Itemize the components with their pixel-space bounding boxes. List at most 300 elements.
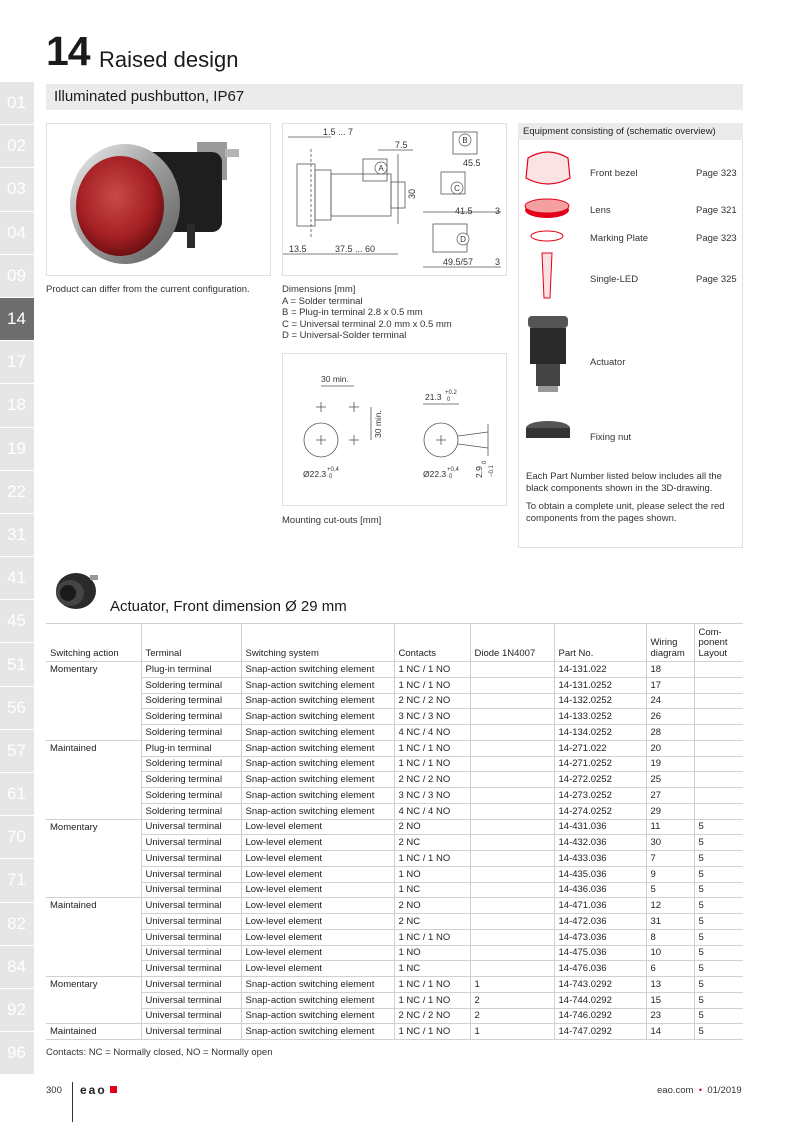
table-cell: Soldering terminal bbox=[141, 756, 241, 772]
table-cell bbox=[470, 788, 554, 804]
cutouts-caption: Mounting cut-outs [mm] bbox=[282, 515, 382, 526]
table-cell: 1 NC bbox=[394, 882, 470, 898]
table-cell: 28 bbox=[646, 725, 694, 741]
table-cell: 14-131.022 bbox=[554, 662, 646, 678]
table-cell: Low-level element bbox=[241, 851, 394, 867]
table-cell: 17 bbox=[646, 677, 694, 693]
dim-label: 49.5/57 bbox=[443, 257, 474, 267]
column-header: Contacts bbox=[394, 624, 470, 662]
pushbutton-image bbox=[47, 124, 270, 275]
table-row bbox=[46, 788, 743, 804]
table-cell: Universal terminal bbox=[141, 1008, 241, 1024]
cutout-label: Ø22.3 bbox=[423, 469, 447, 479]
table-cell: 7 bbox=[646, 851, 694, 867]
table-cell: 14-746.0292 bbox=[554, 1008, 646, 1024]
actuator-title: Actuator, Front dimension Ø 29 mm bbox=[110, 598, 347, 615]
table-cell: Maintained bbox=[46, 1024, 141, 1040]
equipment-heading: Equipment consisting of (schematic overview) bbox=[518, 123, 743, 140]
dim-label: 1.5 ... 7 bbox=[323, 127, 354, 137]
terminal-label: C bbox=[454, 184, 460, 193]
equipment-item-name: Actuator bbox=[590, 357, 626, 368]
column-header: Part No. bbox=[554, 624, 646, 662]
table-cell bbox=[46, 929, 141, 945]
terminal-label: D bbox=[460, 235, 466, 244]
table-cell bbox=[46, 914, 141, 930]
table-row bbox=[46, 1008, 743, 1024]
table-cell: 5 bbox=[694, 992, 743, 1008]
table-cell: Maintained bbox=[46, 740, 141, 756]
table-cell bbox=[470, 677, 554, 693]
table-cell bbox=[46, 693, 141, 709]
table-cell: 2 NC bbox=[394, 835, 470, 851]
section-title: Illuminated pushbutton, IP67 bbox=[54, 88, 245, 105]
table-row bbox=[46, 977, 743, 993]
table-cell: Low-level element bbox=[241, 898, 394, 914]
cutouts-drawing bbox=[283, 354, 506, 505]
table-cell bbox=[470, 898, 554, 914]
table-cell bbox=[694, 677, 743, 693]
equipment-note: Each Part Number listed below includes all the black components shown in the 3D-drawing. bbox=[526, 471, 722, 494]
table-cell bbox=[694, 803, 743, 819]
table-cell: 3 NC / 3 NO bbox=[394, 788, 470, 804]
column-header: Wiring diagram bbox=[646, 624, 694, 662]
table-cell bbox=[46, 961, 141, 977]
table-row bbox=[46, 992, 743, 1008]
table-cell: 19 bbox=[646, 756, 694, 772]
chapter-tab-22[interactable]: 22 bbox=[0, 471, 34, 514]
brand-logo-square bbox=[110, 1086, 117, 1093]
table-cell: 1 NC / 1 NO bbox=[394, 740, 470, 756]
table-cell: 4 NC / 4 NO bbox=[394, 725, 470, 741]
cutout-label: 30 min. bbox=[373, 410, 383, 438]
cutout-label: 2.9 bbox=[474, 466, 484, 478]
table-cell: 3 NC / 3 NO bbox=[394, 709, 470, 725]
cutout-label: 0 bbox=[447, 397, 451, 403]
terminal-label: A bbox=[378, 164, 384, 173]
table-cell bbox=[46, 772, 141, 788]
table-cell: Universal terminal bbox=[141, 961, 241, 977]
chapter-tab-51[interactable]: 51 bbox=[0, 643, 34, 686]
table-cell: Snap-action switching element bbox=[241, 677, 394, 693]
column-header: Diode 1N4007 bbox=[470, 624, 554, 662]
chapter-tab-56[interactable]: 56 bbox=[0, 687, 34, 730]
table-row bbox=[46, 866, 743, 882]
table-cell: Low-level element bbox=[241, 882, 394, 898]
product-note: Product can differ from the current configuration. bbox=[46, 284, 250, 295]
table-cell bbox=[46, 835, 141, 851]
table-cell: 18 bbox=[646, 662, 694, 678]
table-cell: 5 bbox=[694, 977, 743, 993]
chapter-tab-41[interactable]: 41 bbox=[0, 557, 34, 600]
site-url: eao.com bbox=[657, 1085, 694, 1096]
table-cell bbox=[470, 772, 554, 788]
table-cell: 29 bbox=[646, 803, 694, 819]
table-cell: 14-132.0252 bbox=[554, 693, 646, 709]
equipment-note: To obtain a complete unit, please select the red components from the pages shown. bbox=[526, 501, 725, 524]
table-cell: 14-131.0252 bbox=[554, 677, 646, 693]
chapter-tab-14[interactable]: 14 bbox=[0, 298, 34, 341]
cutouts-drawing-box bbox=[282, 353, 507, 506]
dim-label: 30 bbox=[407, 188, 417, 199]
table-cell: 14-743.0292 bbox=[554, 977, 646, 993]
table-cell: 2 NO bbox=[394, 898, 470, 914]
table-cell bbox=[470, 709, 554, 725]
chapter-tab-84[interactable]: 84 bbox=[0, 946, 34, 989]
table-cell: 5 bbox=[694, 961, 743, 977]
table-cell: Universal terminal bbox=[141, 851, 241, 867]
table-cell: 1 NC / 1 NO bbox=[394, 992, 470, 1008]
table-cell: 5 bbox=[694, 835, 743, 851]
table-cell bbox=[470, 756, 554, 772]
table-cell bbox=[470, 866, 554, 882]
table-cell: Low-level element bbox=[241, 961, 394, 977]
table-cell: Plug-in terminal bbox=[141, 662, 241, 678]
chapter-tabs bbox=[0, 82, 34, 1075]
table-cell: 20 bbox=[646, 740, 694, 756]
separator-dot: • bbox=[696, 1085, 705, 1096]
table-cell: 14-271.022 bbox=[554, 740, 646, 756]
page-number: 300 bbox=[46, 1085, 62, 1096]
footer-site bbox=[657, 1085, 742, 1096]
cutout-label: +0.4 bbox=[327, 467, 339, 473]
table-cell: 14-435.036 bbox=[554, 866, 646, 882]
table-cell bbox=[46, 851, 141, 867]
table-cell: Universal terminal bbox=[141, 898, 241, 914]
table-cell bbox=[46, 1008, 141, 1024]
chapter-number: 14 bbox=[46, 28, 90, 74]
table-cell: Universal terminal bbox=[141, 992, 241, 1008]
chapter-tab-19[interactable]: 19 bbox=[0, 428, 34, 471]
cutout-label: 30 min. bbox=[321, 374, 349, 384]
table-cell: Low-level element bbox=[241, 914, 394, 930]
table-cell: 14-271.0252 bbox=[554, 756, 646, 772]
chapter-tab-71[interactable]: 71 bbox=[0, 859, 34, 902]
table-cell bbox=[46, 992, 141, 1008]
legend-line: C = Universal terminal 2.0 mm x 0.5 mm bbox=[282, 318, 452, 330]
table-cell: 8 bbox=[646, 929, 694, 945]
table-cell bbox=[470, 945, 554, 961]
table-cell: 2 NO bbox=[394, 819, 470, 835]
cutout-label: 21.3 bbox=[425, 392, 442, 402]
table-cell: Snap-action switching element bbox=[241, 756, 394, 772]
table-cell: Snap-action switching element bbox=[241, 725, 394, 741]
table-cell: Momentary bbox=[46, 819, 141, 835]
table-cell: 1 bbox=[470, 1024, 554, 1040]
table-cell: Universal terminal bbox=[141, 914, 241, 930]
table-cell: Universal terminal bbox=[141, 866, 241, 882]
table-cell bbox=[470, 803, 554, 819]
section-header bbox=[46, 84, 743, 110]
table-cell: Plug-in terminal bbox=[141, 740, 241, 756]
table-cell: Low-level element bbox=[241, 866, 394, 882]
table-cell: 5 bbox=[694, 929, 743, 945]
table-cell: Soldering terminal bbox=[141, 803, 241, 819]
table-cell: Snap-action switching element bbox=[241, 977, 394, 993]
table-cell: 2 NC / 2 NO bbox=[394, 772, 470, 788]
cutout-label: 0 bbox=[482, 460, 488, 464]
chapter-tab-09[interactable]: 09 bbox=[0, 255, 34, 298]
table-cell: 1 NC bbox=[394, 961, 470, 977]
chapter-tab-61[interactable]: 61 bbox=[0, 773, 34, 816]
table-cell: 5 bbox=[694, 945, 743, 961]
legend-line: D = Universal-Solder terminal bbox=[282, 330, 407, 341]
cutout-label: −0.1 bbox=[489, 465, 495, 477]
table-cell: 1 NC / 1 NO bbox=[394, 977, 470, 993]
table-cell: Universal terminal bbox=[141, 835, 241, 851]
dimensions-legend bbox=[282, 284, 452, 342]
table-cell bbox=[694, 788, 743, 804]
equipment-item-page: Page 323 bbox=[696, 168, 737, 179]
table-cell: 23 bbox=[646, 1008, 694, 1024]
table-row bbox=[46, 662, 743, 678]
table-cell: Soldering terminal bbox=[141, 677, 241, 693]
table-cell: 24 bbox=[646, 693, 694, 709]
table-row bbox=[46, 898, 743, 914]
table-cell: Momentary bbox=[46, 662, 141, 678]
table-cell: Snap-action switching element bbox=[241, 788, 394, 804]
equipment-item-page: Page 321 bbox=[696, 205, 737, 216]
table-cell: 14-747.0292 bbox=[554, 1024, 646, 1040]
chapter-tab-96[interactable]: 96 bbox=[0, 1032, 34, 1075]
dim-label: 7.5 bbox=[395, 140, 408, 150]
table-cell: 14-744.0292 bbox=[554, 992, 646, 1008]
table-cell: Universal terminal bbox=[141, 929, 241, 945]
terminal-label: B bbox=[462, 136, 468, 145]
table-cell: Snap-action switching element bbox=[241, 992, 394, 1008]
equipment-item-name: Single-LED bbox=[590, 274, 639, 285]
table-cell: 10 bbox=[646, 945, 694, 961]
table-cell: 14-431.036 bbox=[554, 819, 646, 835]
table-row bbox=[46, 709, 743, 725]
column-header: Switching action bbox=[46, 624, 141, 662]
table-footnote: Contacts: NC = Normally closed, NO = Normally open bbox=[46, 1047, 273, 1058]
table-cell: 1 NO bbox=[394, 945, 470, 961]
table-cell: 5 bbox=[646, 882, 694, 898]
table-cell: Snap-action switching element bbox=[241, 662, 394, 678]
column-header: Switching system bbox=[241, 624, 394, 662]
table-row bbox=[46, 851, 743, 867]
table-cell: Low-level element bbox=[241, 945, 394, 961]
chapter-tab-45[interactable]: 45 bbox=[0, 600, 34, 643]
table-cell bbox=[46, 945, 141, 961]
table-cell: 4 NC / 4 NO bbox=[394, 803, 470, 819]
table-cell: Universal terminal bbox=[141, 882, 241, 898]
table-cell bbox=[470, 662, 554, 678]
table-cell: 1 NC / 1 NO bbox=[394, 662, 470, 678]
brand-logo: eao bbox=[80, 1083, 107, 1097]
table-cell: 2 NC / 2 NO bbox=[394, 693, 470, 709]
table-cell bbox=[46, 677, 141, 693]
table-cell bbox=[46, 882, 141, 898]
table-cell: 5 bbox=[694, 1024, 743, 1040]
table-cell: Snap-action switching element bbox=[241, 772, 394, 788]
table-cell bbox=[470, 961, 554, 977]
chapter-tab-18[interactable]: 18 bbox=[0, 384, 34, 427]
table-cell: 11 bbox=[646, 819, 694, 835]
table-row bbox=[46, 772, 743, 788]
dim-label: 13.5 bbox=[289, 244, 307, 254]
cutout-label: 0 bbox=[449, 474, 453, 480]
table-row bbox=[46, 835, 743, 851]
table-cell bbox=[46, 788, 141, 804]
dim-label: 41.5 bbox=[455, 206, 473, 216]
table-cell: 5 bbox=[694, 819, 743, 835]
table-cell: 6 bbox=[646, 961, 694, 977]
chapter-tab-57[interactable]: 57 bbox=[0, 730, 34, 773]
equipment-item-page: Page 325 bbox=[696, 274, 737, 285]
table-cell: 14-476.036 bbox=[554, 961, 646, 977]
table-cell: 5 bbox=[694, 914, 743, 930]
table-cell: 1 NC / 1 NO bbox=[394, 677, 470, 693]
table-row bbox=[46, 725, 743, 741]
table-cell bbox=[470, 835, 554, 851]
table-cell bbox=[470, 914, 554, 930]
table-row bbox=[46, 961, 743, 977]
table-cell bbox=[46, 866, 141, 882]
table-cell: Soldering terminal bbox=[141, 693, 241, 709]
table-cell: Soldering terminal bbox=[141, 772, 241, 788]
table-cell bbox=[46, 803, 141, 819]
chapter-tab-17[interactable]: 17 bbox=[0, 341, 34, 384]
table-cell: 5 bbox=[694, 882, 743, 898]
table-cell: Snap-action switching element bbox=[241, 803, 394, 819]
table-cell bbox=[694, 740, 743, 756]
equipment-item-page: Page 323 bbox=[696, 233, 737, 244]
table-cell: 2 bbox=[470, 992, 554, 1008]
legend-line: A = Solder terminal bbox=[282, 295, 363, 307]
issue-date: 01/2019 bbox=[707, 1085, 742, 1096]
table-cell bbox=[46, 756, 141, 772]
table-cell: 25 bbox=[646, 772, 694, 788]
table-cell: 1 NC / 1 NO bbox=[394, 1024, 470, 1040]
table-cell: 9 bbox=[646, 866, 694, 882]
chapter-tab-01[interactable]: 01 bbox=[0, 82, 34, 125]
product-image-box bbox=[46, 123, 271, 276]
table-cell bbox=[470, 819, 554, 835]
cutout-label: +0.4 bbox=[447, 467, 459, 473]
table-cell: 14 bbox=[646, 1024, 694, 1040]
table-cell: Universal terminal bbox=[141, 945, 241, 961]
table-cell bbox=[470, 693, 554, 709]
actuator-image bbox=[46, 565, 102, 613]
dim-label: 3 bbox=[495, 257, 501, 267]
chapter-tab-31[interactable]: 31 bbox=[0, 514, 34, 557]
table-cell: Snap-action switching element bbox=[241, 740, 394, 756]
table-cell: Maintained bbox=[46, 898, 141, 914]
table-cell: 13 bbox=[646, 977, 694, 993]
table-cell bbox=[694, 772, 743, 788]
chapter-tab-03[interactable]: 03 bbox=[0, 168, 34, 211]
table-cell bbox=[470, 882, 554, 898]
chapter-title: Raised design bbox=[99, 47, 239, 72]
equipment-item-name: Fixing nut bbox=[590, 432, 632, 443]
chapter-tab-70[interactable]: 70 bbox=[0, 816, 34, 859]
table-row bbox=[46, 929, 743, 945]
table-cell: 14-134.0252 bbox=[554, 725, 646, 741]
table-cell: 26 bbox=[646, 709, 694, 725]
table-cell: 14-274.0252 bbox=[554, 803, 646, 819]
table-cell bbox=[694, 709, 743, 725]
table-cell: 14-273.0252 bbox=[554, 788, 646, 804]
table-cell: 31 bbox=[646, 914, 694, 930]
table-cell bbox=[470, 725, 554, 741]
table-row bbox=[46, 677, 743, 693]
table-cell: 14-432.036 bbox=[554, 835, 646, 851]
table-cell: 14-133.0252 bbox=[554, 709, 646, 725]
table-cell: 14-475.036 bbox=[554, 945, 646, 961]
table-row bbox=[46, 945, 743, 961]
table-cell: 1 NO bbox=[394, 866, 470, 882]
table-cell: Universal terminal bbox=[141, 819, 241, 835]
table-cell: 2 bbox=[470, 1008, 554, 1024]
table-cell: 12 bbox=[646, 898, 694, 914]
table-cell: Soldering terminal bbox=[141, 709, 241, 725]
table-cell bbox=[694, 756, 743, 772]
equipment-item-name: Marking Plate bbox=[590, 233, 649, 244]
cutout-label: 0 bbox=[329, 474, 333, 480]
column-header: Terminal bbox=[141, 624, 241, 662]
table-cell: 1 NC / 1 NO bbox=[394, 929, 470, 945]
table-row bbox=[46, 803, 743, 819]
table-cell: 15 bbox=[646, 992, 694, 1008]
table-cell: 5 bbox=[694, 851, 743, 867]
table-cell bbox=[470, 929, 554, 945]
table-row bbox=[46, 819, 743, 835]
table-cell: Momentary bbox=[46, 977, 141, 993]
table-cell: 14-472.036 bbox=[554, 914, 646, 930]
dimensions-drawing bbox=[283, 124, 506, 275]
table-cell: Universal terminal bbox=[141, 977, 241, 993]
chapter-tab-02[interactable]: 02 bbox=[0, 125, 34, 168]
cutout-label: +0.2 bbox=[445, 390, 457, 396]
chapter-tab-92[interactable]: 92 bbox=[0, 989, 34, 1032]
table-cell bbox=[694, 725, 743, 741]
table-cell: 30 bbox=[646, 835, 694, 851]
table-cell: Snap-action switching element bbox=[241, 693, 394, 709]
table-cell: 27 bbox=[646, 788, 694, 804]
table-cell bbox=[694, 662, 743, 678]
table-cell: 1 NC / 1 NO bbox=[394, 851, 470, 867]
table-cell: 1 bbox=[470, 977, 554, 993]
legend-line: Dimensions [mm] bbox=[282, 284, 356, 295]
chapter-tab-04[interactable]: 04 bbox=[0, 212, 34, 255]
table-cell: Snap-action switching element bbox=[241, 1008, 394, 1024]
table-row bbox=[46, 882, 743, 898]
dim-label: 3 bbox=[495, 206, 501, 216]
table-cell bbox=[46, 709, 141, 725]
table-cell: Universal terminal bbox=[141, 1024, 241, 1040]
table-cell: 5 bbox=[694, 1008, 743, 1024]
table-cell: Low-level element bbox=[241, 835, 394, 851]
table-cell: Soldering terminal bbox=[141, 725, 241, 741]
table-cell: Snap-action switching element bbox=[241, 709, 394, 725]
table-cell: Low-level element bbox=[241, 819, 394, 835]
table-cell: 14-436.036 bbox=[554, 882, 646, 898]
table-cell: 2 NC / 2 NO bbox=[394, 1008, 470, 1024]
dim-label: 37.5 ... 60 bbox=[335, 244, 376, 254]
chapter-tab-82[interactable]: 82 bbox=[0, 903, 34, 946]
table-cell: 5 bbox=[694, 898, 743, 914]
table-cell: 14-473.036 bbox=[554, 929, 646, 945]
table-cell bbox=[694, 693, 743, 709]
table-cell: 1 NC / 1 NO bbox=[394, 756, 470, 772]
product-table bbox=[46, 623, 743, 1040]
table-cell: Snap-action switching element bbox=[241, 1024, 394, 1040]
dim-label: 45.5 bbox=[463, 158, 481, 168]
table-cell bbox=[470, 740, 554, 756]
column-header: Com-ponent Layout bbox=[694, 624, 743, 662]
dimensions-drawing-box bbox=[282, 123, 507, 276]
